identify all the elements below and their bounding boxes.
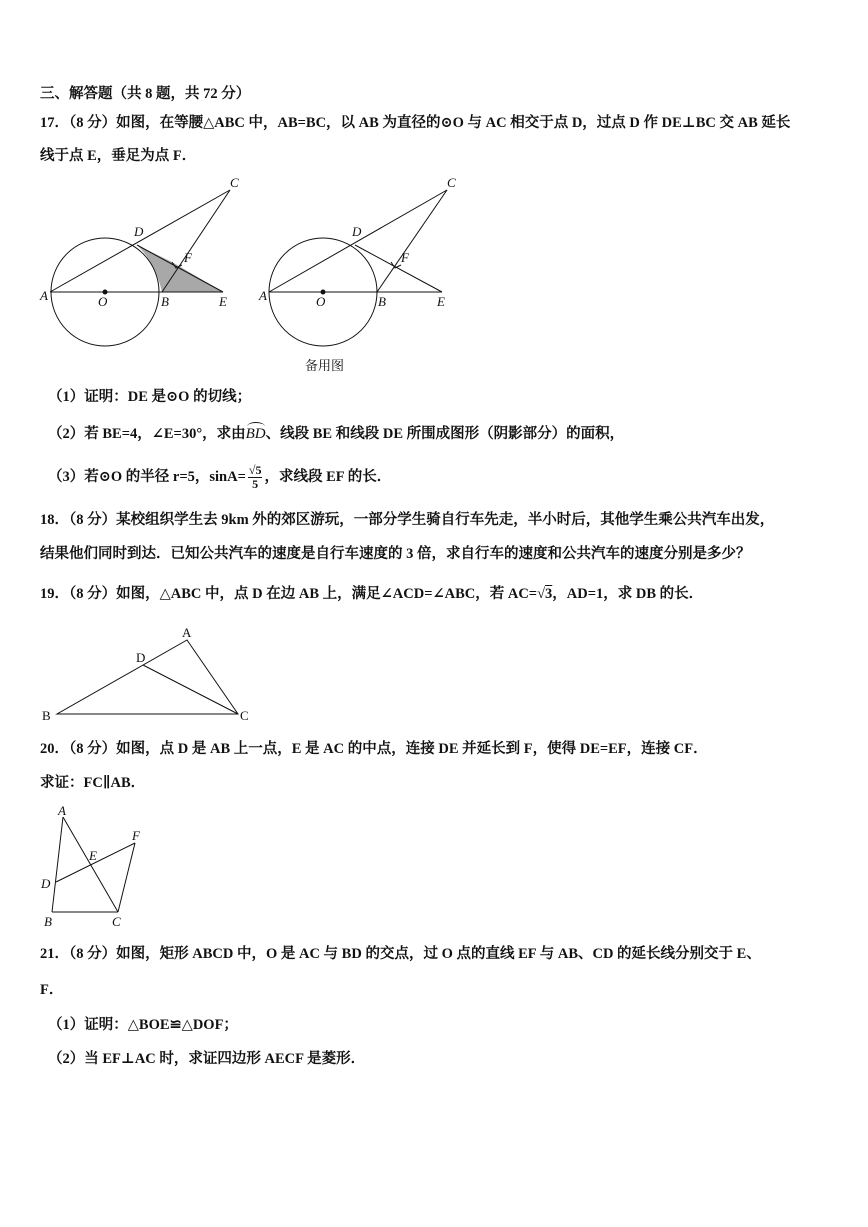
spare-label-o: O	[316, 294, 326, 309]
q17-part3-pre: （3）若⊙O 的半径 r=5，sinA=	[48, 468, 246, 485]
fraction-denominator: 5	[252, 477, 259, 491]
q17-line1: 17．（8 分）如图，在等腰△ABC 中，AB=BC，以 AB 为直径的⊙O 与 AC 相交于点 D，过点 D 作 DE⊥BC 交 AB 延长	[40, 115, 791, 131]
label-b: B	[161, 294, 169, 309]
spare-label-d: D	[352, 224, 362, 239]
q21-part1: （1）证明：△BOE≌△DOF；	[48, 1017, 238, 1033]
q18-line1: 18．（8 分）某校组织学生去 9km 外的郊区游玩，一部分学生骑自行车先走，半小时后，其他学生乘公共汽车出发，	[40, 512, 775, 528]
spare-label-c: C	[447, 175, 456, 190]
q19-label-a: A	[182, 625, 192, 640]
q18-line2: 结果他们同时到达．已知公共汽车的速度是自行车速度的 3 倍，求自行车的速度和公共汽车的速度分别是多少？	[40, 546, 751, 562]
q20-label-c: C	[112, 914, 121, 929]
q17-part1: （1）证明：DE 是⊙O 的切线；	[48, 389, 252, 405]
q20-label-d: D	[41, 876, 51, 891]
label-e: E	[219, 294, 227, 309]
segment-ab	[52, 817, 63, 912]
segment-fc	[118, 843, 135, 912]
spare-caption: 备用图	[305, 358, 345, 373]
q20-line1: 20．（8 分）如图，点 D 是 AB 上一点，E 是 AC 的中点，连接 DE 并延长到 F，使得 DE=EF，连接 CF．	[40, 741, 708, 757]
q20-label-f: F	[132, 828, 140, 843]
q21-line1: 21．（8 分）如图，矩形 ABCD 中，O 是 AC 与 BD 的交点，过 O 点的直线 EF 与 AB、CD 的延长线分别交于 E、	[40, 946, 761, 962]
q20-line2: 求证：FC∥AB．	[40, 775, 146, 791]
spare-label-f: F	[401, 250, 409, 265]
sqrt-radicand: 3	[545, 586, 553, 602]
label-o: O	[98, 294, 108, 309]
spare-label-e: E	[437, 294, 445, 309]
label-c: C	[230, 175, 239, 190]
q21-line2: F．	[40, 982, 64, 998]
arc-bd: BD	[245, 426, 266, 442]
q19-label-d: D	[136, 650, 146, 665]
q17-part2-pre: （2）若 BE=4，∠E=30°，求由	[48, 426, 246, 442]
q19-label-c: C	[240, 708, 249, 723]
q17-part3-post: ，求线段 EF 的长．	[264, 468, 392, 485]
q20-label-e: E	[89, 848, 97, 863]
q21-part2: （2）当 EF⊥AC 时，求证四边形 AECF 是菱形．	[48, 1051, 366, 1067]
sqrt-symbol: √	[537, 586, 546, 602]
q17-part2-post: 、线段 BE 和线段 DE 所围成图形（阴影部分）的面积，	[265, 426, 625, 442]
spare-label-a: A	[259, 288, 267, 303]
q17-line2: 线于点 E，垂足为点 F．	[40, 148, 197, 164]
q20-label-b: B	[44, 914, 52, 929]
label-d: D	[134, 224, 144, 239]
spare-label-b: B	[378, 294, 386, 309]
section-header: 三、解答题（共 8 题，共 72 分）	[40, 86, 251, 102]
fraction-numerator: √5	[248, 463, 262, 477]
q19-text-pre: 19．（8 分）如图，△ABC 中，点 D 在边 AB 上，满足∠ACD=∠ABC，若 AC=	[40, 586, 538, 602]
label-f: F	[184, 250, 192, 265]
q19-text-post: ，AD=1，求 DB 的长．	[552, 586, 704, 602]
label-a: A	[40, 288, 48, 303]
q19-label-b: B	[42, 708, 51, 723]
q20-label-a: A	[58, 803, 66, 818]
